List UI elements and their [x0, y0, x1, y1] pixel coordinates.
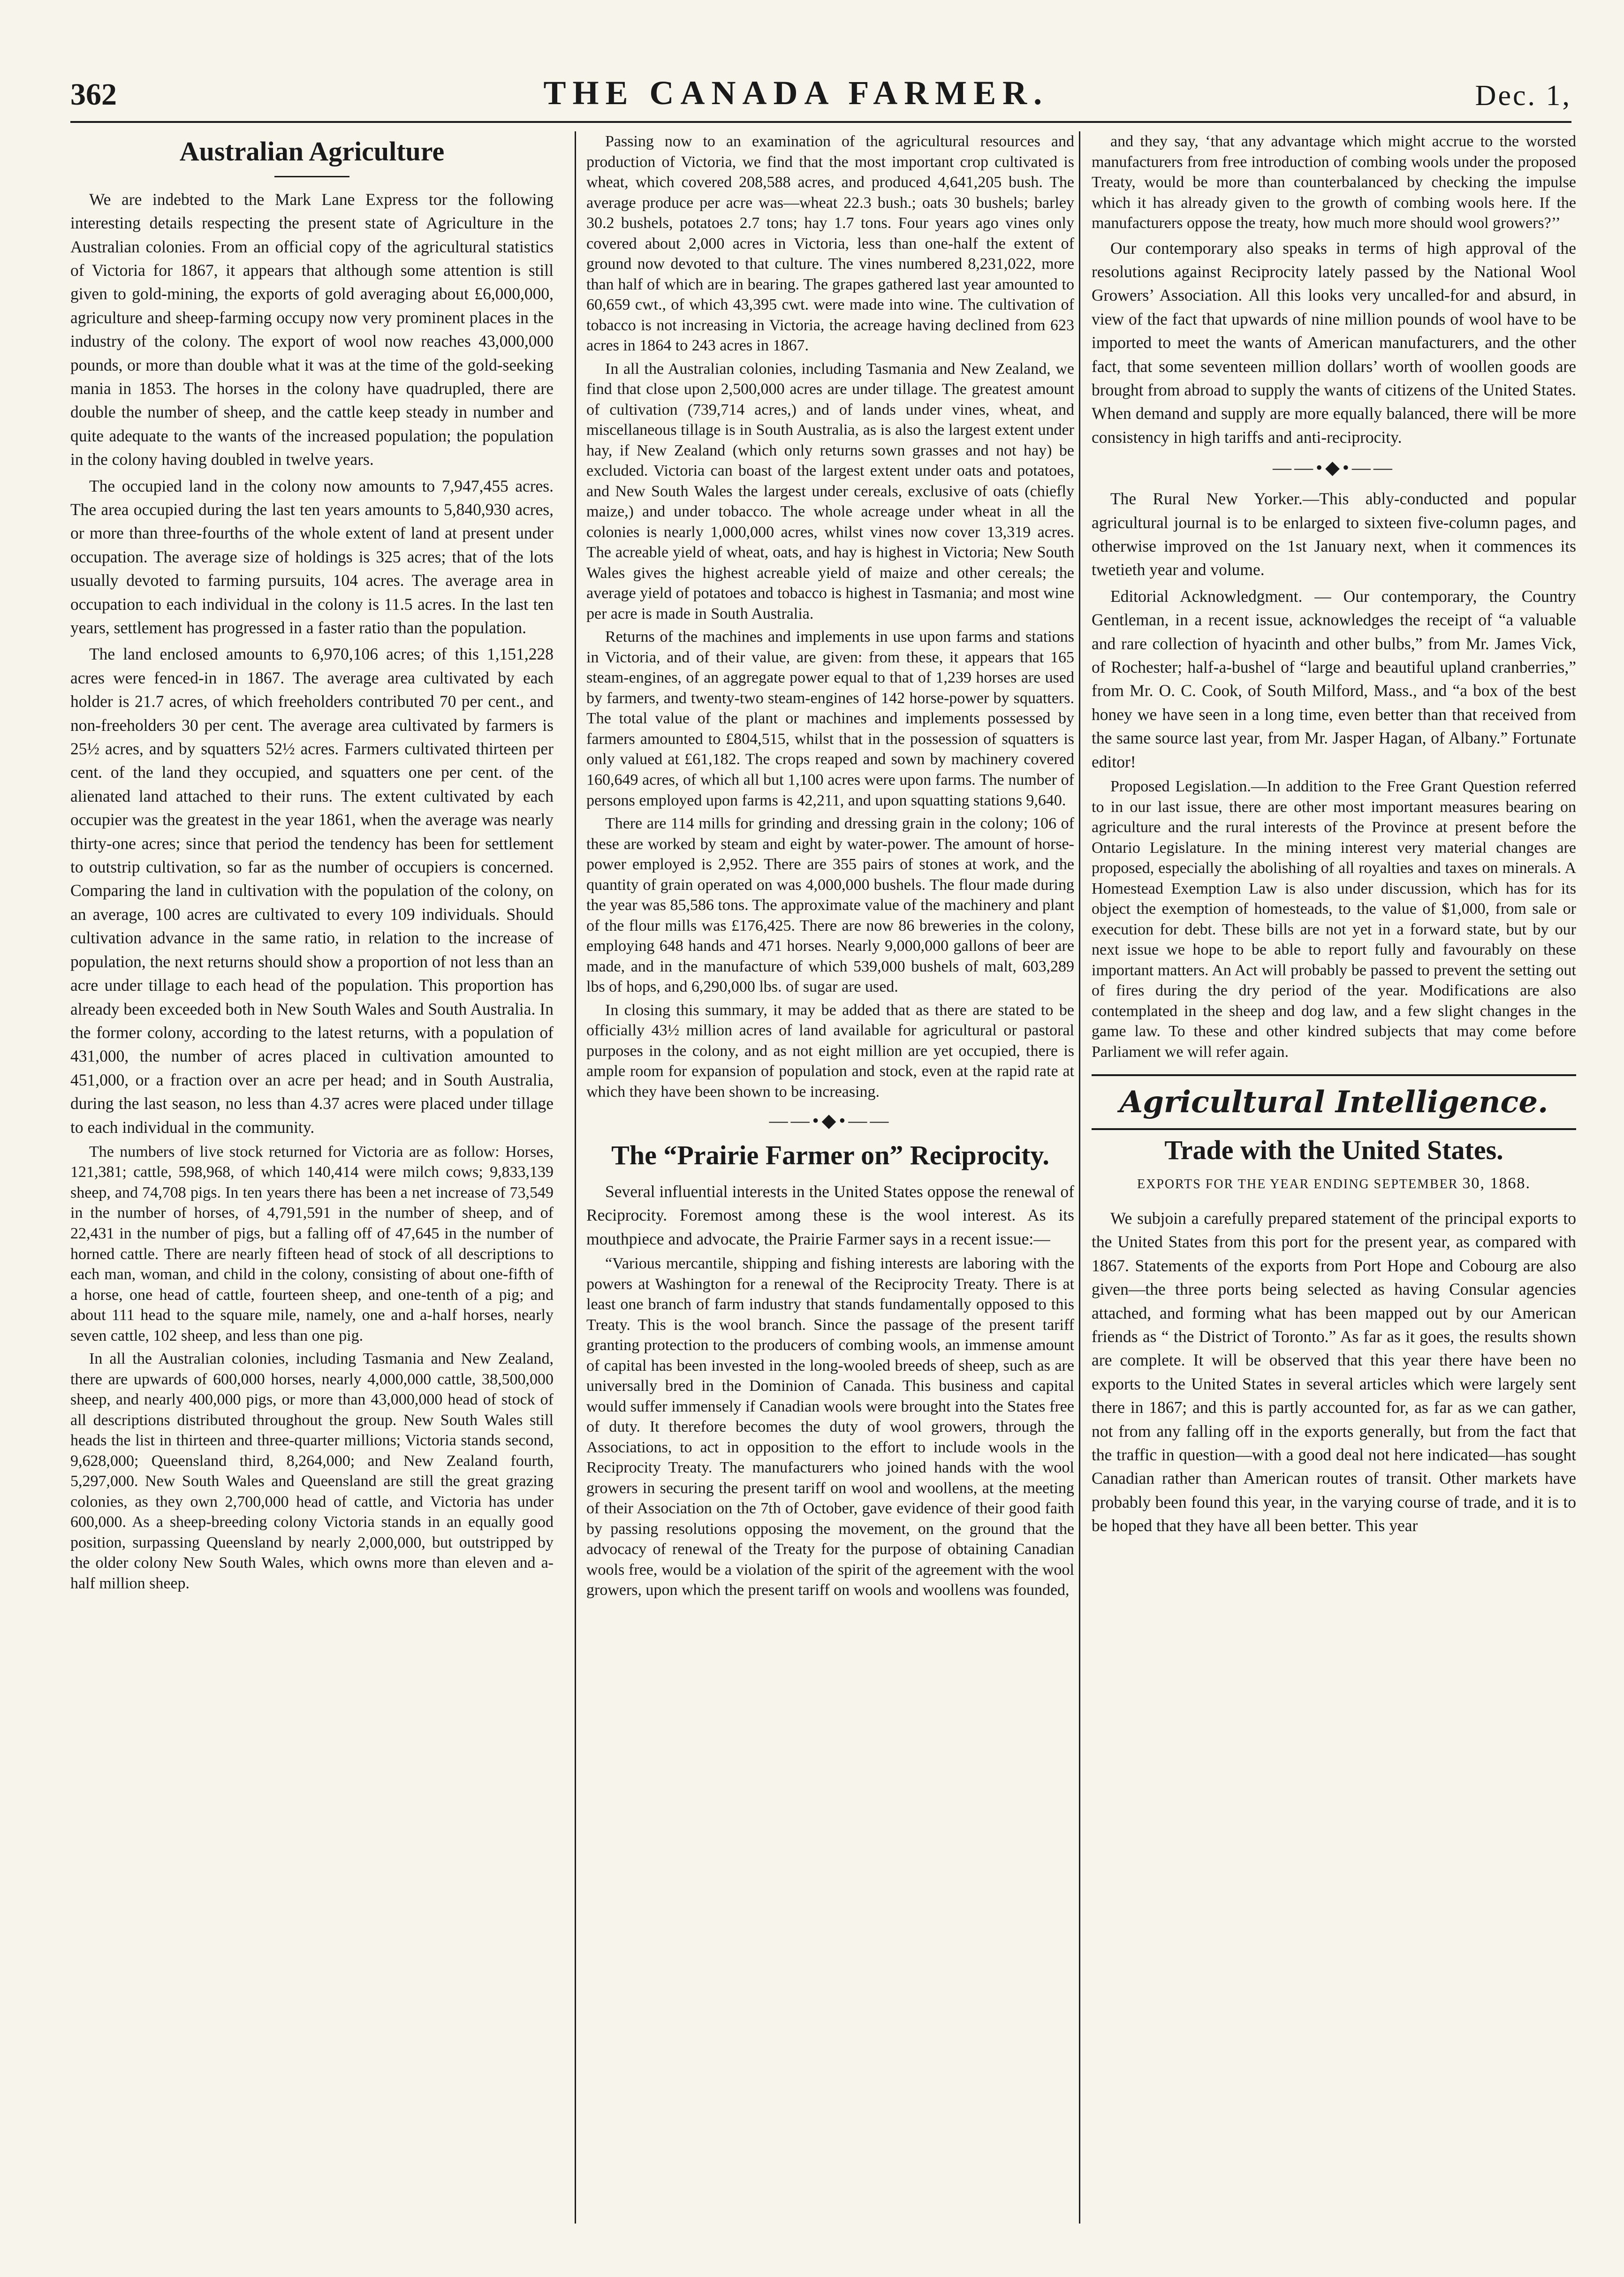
column-1 — [70, 131, 554, 2224]
dense-text-block — [586, 131, 1074, 1102]
paragraph: In all the Australian colonies, including Tasmania and New Zealand, there are upwards of 600,000 horses, nearly 4,000,000 cattle, 38,500,000 sheep, and nearly 400,000 pigs, or more than 43,000,000 head of stock of all descriptions distributed throughout the group. New South Wales still heads the list in thirteen and three-quarter millions; Victoria stands second, 9,628,000; Queensland third, 8,264,000; and New Zealand fourth, 5,297,000. New South Wales and Queensland are still the great grazing colonies, as they own 2,700,000 head of cattle, and Victoria has under 600,000. As a sheep-breeding colony Victoria stands in an equally good position, surpassing Queensland by nearly 2,000,000, but outstripped by the older colony New South Wales, which owns more than eleven and a-half million sheep. — [70, 1350, 554, 1592]
paragraph: We are indebted to the Mark Lane Express tor the following interesting details respecting the present state of Agriculture in the Australian colonies. From an official copy of the agricultural statistics of Victoria for 1867, it appears that although some attention is still given to gold-mining, the exports of gold averaging about £6,000,000, agriculture and sheep-farming occupy now very prominent places in the industry of the colony. The export of wool now reaches 43,000,000 pounds, or more than double what it was at the time of the gold-seeking mania in 1853. The horses in the colony have quadrupled, there are double the number of sheep, and the cattle keep steady in number and quite adequate to the wants of the increased population; the population in the colony having doubled in twelve years. — [70, 190, 554, 469]
subheading-text: EXPORTS FOR THE YEAR ENDING SEPTEMBER — [1137, 1177, 1458, 1192]
section-ornament: ——•◆•—— — [1273, 457, 1395, 478]
paragraph: The Rural New Yorker.—This ably-conducted and popular agricultural journal is to be enlarged to sixteen five-column pages, and otherwise improved on the 1st January next, when it commences its twetieth year and volume. — [1092, 489, 1576, 579]
paragraph: The land enclosed amounts to 6,970,106 acres; of this 1,151,228 acres were fenced-in in 1867. The average area cultivated by each holder is 21.7 acres, of which freeholders contributed 70 per cent., and non-freeholders 30 per cent. The average area cultivated by farmers is 25½ acres, and by squatters 52½ acres. Farmers cultivated thirteen per cent. of the land they occupied, and squatters one per cent. of the alienated land attached to their runs. The extent cultivated by each occupier was the greatest in the year 1861, when the average was nearly thirty-one acres; since that period the tendency has been for settlement to outstrip cultivation, so far as the number of occupiers is concerned. Comparing the land in cultivation with the population of the colony, on an average, 100 acres are cultivated to every 109 individuals. Should cultivation advance in the same ratio, in relation to the increase of population, the next returns should show a proportion of not less than an acre under tillage to each head of the population. This proportion has already been exceeded both in New South Wales and South Australia. In the former colony, according to the latest returns, with a population of 431,000, the number of acres placed in cultivation amounted to 451,000, or a fraction over an acre per head; and in South Australia, during the last season, no less than 4.37 acres were placed under tillage to each individual in the community. — [70, 645, 554, 1137]
paragraph: “Various mercantile, shipping and fishing interests are laboring with the powers at Washington for a renewal of the Reciprocity Treaty. There is at least one branch of farm industry that stands fundamentally opposed to this Treaty. This is the wool branch. Since the passage of the present tariff granting protection to the producers of combing wools, an immense amount of capital has been invested in the long-wooled breeds of sheep, such as are universally bred in the Dominion of Canada. This business and capital would suffer immensely if Canadian wools were brought into the States free of duty. It therefore becomes the duty of wool growers, through the Associations, to act in opposition to the effort to include wools in the Reciprocity Treaty. The manufacturers who joined hands with the wool growers in securing the present tariff on wool and woollens, at the meeting of their Association on the 7th of October, gave evidence of their good faith by passing resolutions opposing the movement, on the ground that the advocacy of renewal of the Treaty for the purpose of obtaining Canadian wools free, would be a violation of the spirit of the agreement with the wool growers, upon which the present tariff on wools and woollens was founded, — [586, 1255, 1074, 1599]
dense-text-block — [586, 1253, 1074, 1601]
dense-text-block — [1092, 776, 1576, 1062]
section-title-agricultural-intelligence: Agricultural Intelligence. — [1092, 1074, 1576, 1130]
paragraph: In closing this summary, it may be added that as there are stated to be officially 43½ million acres of land available for agricultural or pastoral purposes in the colony, and as not eight million are yet occupied, there is ample room for expansion of population and stock, even at the rapid rate at which they have been shown to be increasing. — [586, 1001, 1074, 1101]
paragraph: In all the Australian colonies, including Tasmania and New Zealand, we find that close upon 2,500,000 acres are under tillage. The greatest amount of cultivation (739,714 acres,) and of lands under vines, wheat, and miscellaneous tillage is in South Australia, as is also the largest extent under hay, if New Zealand (which only returns sown grasses and not hay) be excluded. Victoria can boast of the largest extent under oats and potatoes, and New South Wales the largest under cereals, exclusive of oats (chiefly maize,) and under tobacco. The whole acreage under wheat in all the colonies is nearly 1,000,000 acres, whilst vines now cover 13,319 acres. The acreable yield of wheat, oats, and hay is highest in Victoria; New South Wales gives the highest acreable yield of maize and other cereals; the average yield of potatoes and tobacco is highest in Tasmania; and most wine per acre is made in South Australia. — [586, 360, 1074, 622]
article-heading-trade-united-states: Trade with the United States. — [1164, 1135, 1503, 1166]
paragraph: The numbers of live stock returned for Victoria are as follow: Horses, 121,381; cattle, 598,968, of which 140,414 were milch cows; 9,833,139 sheep, and 74,708 pigs. In ten years there has been a net increase of 73,549 in the number of horses, of 4,791,591 in the number of sheep, and of 22,431 in the number of pigs, but a falling off of 47,645 in the number of horned cattle. There are nearly fifteen head of stock of all descriptions to each man, woman, and child in the colony, consisting of about one-fifth of a horse, one head of cattle, fourteen sheep, and one-tenth of a pig; and about 111 head to the square mile, namely, one and a-half horses, nearly seven cattle, 102 sheep, and less than one pig. — [70, 1143, 554, 1344]
paragraph: Proposed Legislation.—In addition to the Free Grant Question referred to in our last issue, there are other most important measures bearing on agriculture and the rural interests of the Province at present before the Ontario Legislature. In the mining interest very material changes are proposed, especially the abolishing of all royalties and taxes on minerals. A Homestead Exemption Law is also under discussion, which has for its object the exemption of homesteads, to the value of $1,000, from sale or execution for debt. These bills are not yet in a forward state, but by our next issue we hope to be able to report fully and favourably on these important matters. An Act will probably be passed to prevent the setting out of fires during the dry period of the year. Modifications are also contemplated in the sheep and dog law, and a few slight changes in the game law. To these and other kindred subjects that may come before Parliament we will refer again. — [1092, 778, 1576, 1061]
subheading-date: 30, 1868. — [1462, 1175, 1531, 1192]
dense-text-block — [1092, 131, 1576, 234]
article-subheading — [1092, 1175, 1576, 1192]
masthead-title: THE CANADA FARMER. — [543, 74, 1049, 112]
paragraph: Passing now to an examination of the agricultural resources and production of Victoria, we find that the most important crop cultivated is wheat, which covered 208,588 acres, and produced 4,641,205 bush. The average produce per acre was—wheat 22.3 bush.; oats 30 bushels; barley 30.2 bushels, potatoes 2.7 tons; hay 1.7 tons. Four years ago vines only covered about 2,000 acres in Victoria, less than one-half the extent of ground now devoted to that culture. The vines numbered 8,231,022, more than half of which are in bearing. The grapes gathered last year amounted to 60,659 cwt., of which 43,395 cwt. were made into wine. The cultivation of tobacco is not increasing in Victoria, the acreage having declined from 623 acres in 1864 to 243 acres in 1867. — [586, 133, 1074, 355]
page-header — [70, 70, 1571, 123]
heading-rule — [274, 176, 349, 177]
issue-date: Dec. 1, — [1475, 80, 1571, 112]
article-heading-prairie-farmer: The “Prairie Farmer on” Reciprocity. — [611, 1140, 1049, 1171]
article-heading-australian-agriculture: Australian Agriculture — [179, 136, 445, 167]
paragraph: Returns of the machines and implements in use upon farms and stations in Victoria, and of their value, are given: from these, it appears that 165 steam-engines, of an aggregate power equal to that of 1,239 horses are used by farmers, and twenty-two steam-engines of 142 horse-power by squatters. The total value of the plant or machines and implements possessed by farmers amounted to £804,515, whilst that in the possession of squatters is only valued at £61,182. The crops reaped and sown by machinery covered 160,649 acres, of which all but 1,100 acres were upon farms. The number of persons employed upon farms is 42,211, and upon squatting stations 9,640. — [586, 628, 1074, 809]
paragraph: There are 114 mills for grinding and dressing grain in the colony; 106 of these are worked by steam and eight by water-power. The amount of horse-power employed is 2,952. There are 355 pairs of stones at work, and the quantity of grain operated on was 4,000,000 bushels. The flour made during the year was 85,586 tons. The approximate value of the machinery and plant of the flour mills was £176,425. There are now 86 breweries in the colony, employing 648 hands and 471 horses. Nearly 9,000,000 gallons of beer are made, and in the manufacture of which 539,000 bushels of malt, 603,289 lbs of hops, and 6,290,000 lbs. of sugar are used. — [586, 815, 1074, 996]
dense-text-block — [70, 1142, 554, 1594]
column-3 — [1079, 131, 1576, 2224]
column-2 — [575, 131, 1074, 2224]
paragraph: The occupied land in the colony now amounts to 7,947,455 acres. The area occupied during the last ten years amounts to 5,840,930 acres, or more than three-fourths of the whole extent of land at present under occupation. The average size of holdings is 325 acres; that of the lots usually devoted to farming pursuits, 104 acres. The average area in occupation to each individual in the colony is 11.5 acres. In the last ten years, settlement has progressed in a faster ratio than the population. — [70, 476, 554, 637]
paragraph: We subjoin a carefully prepared statement of the principal exports to the United States from this port for the present year, as compared with 1867. Statements of the exports from Port Hope and Cobourg are also given—the three ports being selected as having Consular agencies attached, and forming what has been mapped out by our American friends as “ the District of Toronto.” As far as it goes, the results shown are complete. It will be observed that this year there have been no exports to the United States in several articles which were largely sent there in 1867; and this is partly accounted for, as far as we can gather, not from any falling off in the exports generally, but from the fact that the traffic in question—with a good deal not here indicated—has sought Canadian rather than American routes of transit. Other markets have probably been found this year, in the varying course of trade, and it is to be hoped that they have all been better. This year — [1092, 1209, 1576, 1535]
page-number: 362 — [70, 77, 117, 112]
section-ornament: ——•◆•—— — [769, 1110, 892, 1131]
paragraph: and they say, ‘that any advantage which might accrue to the worsted manufacturers from free introduction of combing wools under the proposed Treaty, would be more than counterbalanced by checking the impulse which it has already given to the growth of combing wools here. If the manufacturers oppose the treaty, how much more should wool growers?’’ — [1092, 133, 1576, 232]
paragraph: Editorial Acknowledgment. — Our contemporary, the Country Gentleman, in a recent issue, acknowledges the receipt of “a valuable and rare collection of hyacinth and other bulbs,” from Mr. James Vick, of Rochester; half-a-bushel of “large and beautiful upland cranberries,” from Mr. O. C. Cook, of South Milford, Mass., and “a box of the best honey we have seen in a long time, even better than that received from the same source last year, from Mr. Jasper Hagan, of Albany.” Fortunate editor! — [1092, 586, 1576, 771]
paragraph: Our contemporary also speaks in terms of high approval of the resolutions against Reciprocity lately passed by the National Wool Growers’ Association. All this looks very uncalled-for and absurd, in view of the fact that upwards of nine million pounds of wool have to be imported to meet the wants of American manufacturers, and the other fact, that some seventeen million dollars’ worth of woollen goods are brought from abroad to supply the wants of citizens of the United States. When demand and supply are more equally balanced, there will be more consistency in high tariffs and anti-reciprocity. — [1092, 238, 1576, 447]
paragraph: Several influential interests in the United States oppose the renewal of Reciprocity. Foremost among these is the wool interest. As its mouthpiece and advocate, the Prairie Farmer says in a recent issue:— — [586, 1182, 1074, 1248]
